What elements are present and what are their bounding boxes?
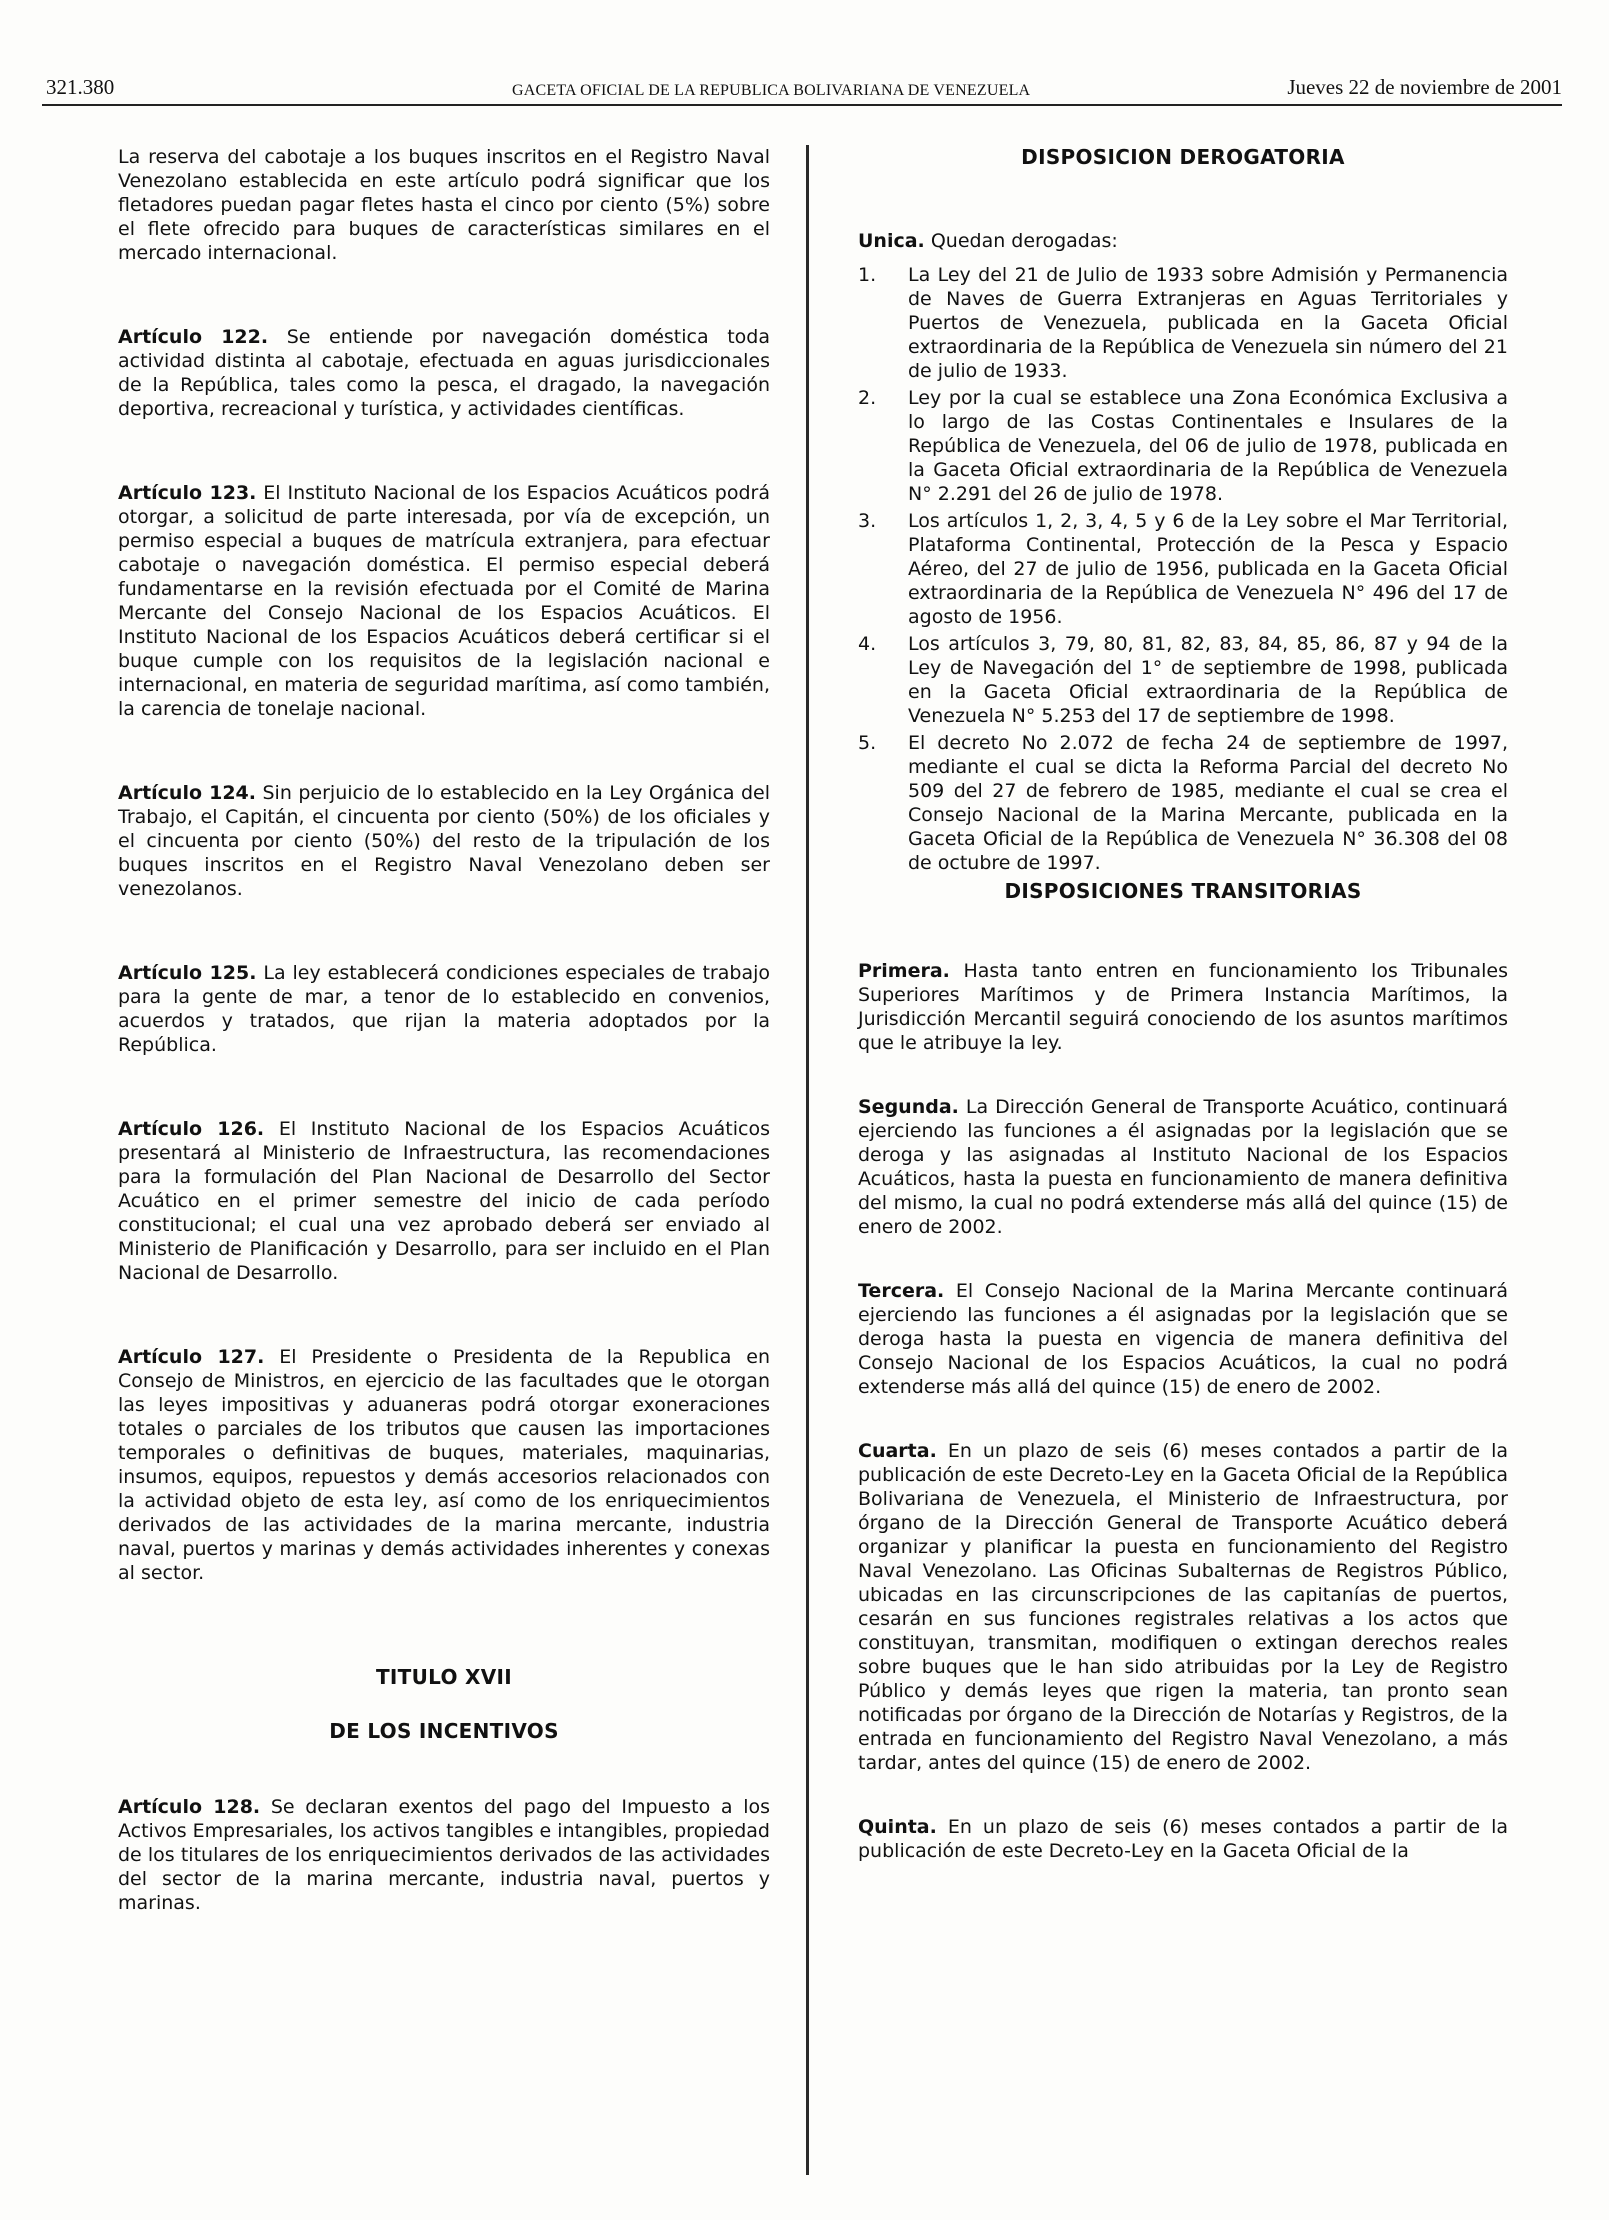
article-text: El Instituto Nacional de los Espacios Acuáticos presentará al Ministerio de Infraestructura, las recomendaciones para la formulación del Plan Nacional de Desarrollo del Sector Acuático en el primer semestre del inicio de cada período constitucional; el cual una vez aprobado deberá ser enviado al Ministerio de Planificación y Desarrollo, para ser incluido en el Plan Nacional de Desarrollo.	[118, 1118, 770, 1284]
article-127	[118, 1345, 770, 1585]
transitoria-segunda	[858, 1095, 1508, 1239]
derogated-list	[858, 263, 1508, 875]
left-column	[118, 145, 770, 1915]
transitoria-primera	[858, 959, 1508, 1055]
unica-text: Quedan derogadas:	[930, 230, 1118, 252]
transitoria-tercera	[858, 1279, 1508, 1399]
list-item	[858, 263, 1508, 383]
article-text: Se entiende por navegación doméstica toda actividad distinta al cabotaje, efectuada en aguas jurisdiccionales de la República, tales como la pesca, el dragado, la navegación deportiva, recreacional y turística, y actividades científicas.	[118, 326, 770, 420]
provision-label: Segunda.	[858, 1096, 959, 1118]
article-text: La ley establecerá condiciones especiales de trabajo para la gente de mar, a tenor de lo establecido en convenios, acuerdos y tratados, que rijan la materia adoptados por la República.	[118, 962, 770, 1056]
provision-text: Hasta tanto entren en funcionamiento los Tribunales Superiores Marítimos y de Primera Instancia Marítimos, la Jurisdicción Mercantil seguirá conociendo de los asuntos marítimos que le atribuye la ley.	[858, 960, 1508, 1054]
item-number: 1.	[858, 264, 877, 286]
item-number: 2.	[858, 387, 877, 409]
derogatory-heading: DISPOSICION DEROGATORIA	[1021, 145, 1345, 169]
article-label: Artículo 125.	[118, 962, 257, 984]
article-label: Artículo 122.	[118, 326, 269, 348]
item-text: La Ley del 21 de Julio de 1933 sobre Admisión y Permanencia de Naves de Guerra Extranjeras en Aguas Territoriales y Puertos de Venezuela, publicada en la Gaceta Oficial extraordinaria de la República de Venezuela sin número del 21 de julio de 1933.	[908, 264, 1508, 382]
provision-text: La Dirección General de Transporte Acuático, continuará ejerciendo las funciones a él asignadas por la legislación que se deroga y las asignadas al Instituto Nacional de los Espacios Acuáticos, hasta la puesta en funcionamiento de manera definitiva del mismo, la cual no podrá extenderse más allá del quince (15) de enero de 2002.	[858, 1096, 1508, 1238]
unica-label: Unica.	[858, 230, 925, 252]
unica-paragraph	[858, 229, 1508, 253]
page-number: 321.380	[46, 75, 115, 99]
article-128	[118, 1795, 770, 1915]
list-item	[858, 632, 1508, 728]
article-label: Artículo 126.	[118, 1118, 265, 1140]
provision-label: Cuarta.	[858, 1440, 937, 1462]
article-126	[118, 1117, 770, 1285]
article-label: Artículo 128.	[118, 1796, 261, 1818]
title-heading: TITULO XVII	[375, 1665, 513, 1689]
article-text: Se declaran exentos del pago del Impuesto a los Activos Empresariales, los activos tangibles e intangibles, propiedad de los titulares de los enriquecimientos derivados de las actividades del sector de la marina mercante, industria naval, puertos y marinas.	[118, 1796, 770, 1914]
transitoria-quinta	[858, 1815, 1508, 1863]
list-item	[858, 731, 1508, 875]
list-item	[858, 509, 1508, 629]
publication-title: GACETA OFICIAL DE LA REPUBLICA BOLIVARIANA DE VENEZUELA	[512, 82, 1031, 99]
intro-paragraph: La reserva del cabotaje a los buques inscritos en el Registro Naval Venezolano establecida en este artículo podrá significar que los fletadores puedan pagar fletes hasta el cinco por ciento (5%) sobre el flete ofrecido para buques de características similares en el mercado internacional.	[118, 146, 770, 264]
article-label: Artículo 123.	[118, 482, 257, 504]
article-label: Artículo 124.	[118, 782, 256, 804]
article-123	[118, 481, 770, 721]
provision-text: El Consejo Nacional de la Marina Mercante continuará ejerciendo las funciones a él asignadas por la legislación que se deroga hasta la puesta en vigencia de manera definitiva del Consejo Nacional de los Espacios Acuáticos, la cual no podrá extenderse más allá del quince (15) de enero de 2002.	[858, 1280, 1508, 1398]
item-text: Los artículos 1, 2, 3, 4, 5 y 6 de la Ley sobre el Mar Territorial, Plataforma Continental, Protección de la Pesca y Espacio Aéreo, del 27 de julio de 1956, publicada en la Gaceta Oficial extraordinaria de la República de Venezuela N° 496 del 17 de agosto de 1956.	[908, 510, 1508, 628]
transitoria-cuarta	[858, 1439, 1508, 1775]
incentives-heading: DE LOS INCENTIVOS	[329, 1719, 559, 1743]
provision-label: Quinta.	[858, 1816, 937, 1838]
article-text: Sin perjuicio de lo establecido en la Ley Orgánica del Trabajo, el Capitán, el cincuenta por ciento (50%) de los oficiales y el cincuenta por ciento (50%) del resto de la tripulación de los buques inscritos en el Registro Naval Venezolano deben ser venezolanos.	[118, 782, 770, 900]
provision-label: Tercera.	[858, 1280, 945, 1302]
article-124	[118, 781, 770, 901]
item-text: Los artículos 3, 79, 80, 81, 82, 83, 84, 85, 86, 87 y 94 de la Ley de Navegación del 1° de septiembre de 1998, publicada en la Gaceta Oficial extraordinaria de la República de Venezuela N° 5.253 del 17 de septiembre de 1998.	[908, 633, 1508, 727]
item-number: 3.	[858, 510, 877, 532]
article-text: El Presidente o Presidenta de la Republica en Consejo de Ministros, en ejercicio de las facultades que le otorgan las leyes impositivas y aduaneras podrá otorgar exoneraciones totales o parciales de los tributos que causen las importaciones temporales o definitivas de buques, materiales, maquinarias, insumos, equipos, repuestos y demás accesorios relacionados con la actividad objeto de esta ley, así como de los enriquecimientos derivados de las actividades de la marina mercante, industria naval, puertos y marinas y demás actividades inherentes y conexas al sector.	[118, 1346, 770, 1584]
item-text: Ley por la cual se establece una Zona Económica Exclusiva a lo largo de las Costas Continentales e Insulares de la República de Venezuela, del 06 de julio de 1978, publicada en la Gaceta Oficial extraordinaria de la República de Venezuela N° 2.291 del 26 de julio de 1978.	[908, 387, 1508, 505]
article-text: El Instituto Nacional de los Espacios Acuáticos podrá otorgar, a solicitud de parte interesada, por vía de excepción, un permiso especial a buques de matrícula extranjera, para efectuar cabotaje o navegación doméstica. El permiso especial deberá fundamentarse en la revisión efectuada por el Comité de Marina Mercante del Consejo Nacional de los Espacios Acuáticos. El Instituto Nacional de los Espacios Acuáticos deberá certificar si el buque cumple con los requisitos de la legislación nacional e internacional, en materia de seguridad marítima, así como también, la carencia de tonelaje nacional.	[118, 482, 770, 720]
article-122	[118, 325, 770, 421]
item-number: 4.	[858, 633, 877, 655]
transitory-heading: DISPOSICIONES TRANSITORIAS	[1004, 879, 1362, 903]
provision-text: En un plazo de seis (6) meses contados a partir de la publicación de este Decreto-Ley en la Gaceta Oficial de la	[858, 1816, 1508, 1862]
provision-label: Primera.	[858, 960, 950, 982]
provision-text: En un plazo de seis (6) meses contados a partir de la publicación de este Decreto-Ley en la Gaceta Oficial de la República Bolivariana de Venezuela, el Ministerio de Infraestructura, por órgano de la Dirección General de Transporte Acuático deberá organizar y planificar la puesta en funcionamiento del Registro Naval Venezolano. Las Oficinas Subalternas de Registros Público, ubicadas en las circunscripciones de las capitanías de puertos, cesarán en sus funciones registrales relativas a los actos que constituyan, transmitan, modifiquen o extingan derechos reales sobre buques que le han sido atribuidas por la Ley de Registro Público y demás leyes que rigen la materia, tan pronto sean notificadas por órgano de la Dirección de Notarías y Registros, de la entrada en funcionamiento del Registro Naval Venezolano, a más tardar, antes del quince (15) de enero de 2002.	[858, 1440, 1509, 1774]
article-125	[118, 961, 770, 1057]
item-number: 5.	[858, 732, 877, 754]
publication-date: Jueves 22 de noviembre de 2001	[1287, 75, 1562, 99]
page-header	[42, 72, 1562, 106]
item-text: El decreto No 2.072 de fecha 24 de septiembre de 1997, mediante el cual se dicta la Reforma Parcial del decreto No 509 del 27 de febrero de 1985, mediante el cual se crea el Consejo Nacional de la Marina Mercante, publicada en la Gaceta Oficial de la República de Venezuela N° 36.308 del 08 de octubre de 1997.	[908, 732, 1508, 874]
right-column	[858, 145, 1508, 1863]
article-label: Artículo 127.	[118, 1346, 265, 1368]
column-divider	[806, 145, 809, 2175]
list-item	[858, 386, 1508, 506]
